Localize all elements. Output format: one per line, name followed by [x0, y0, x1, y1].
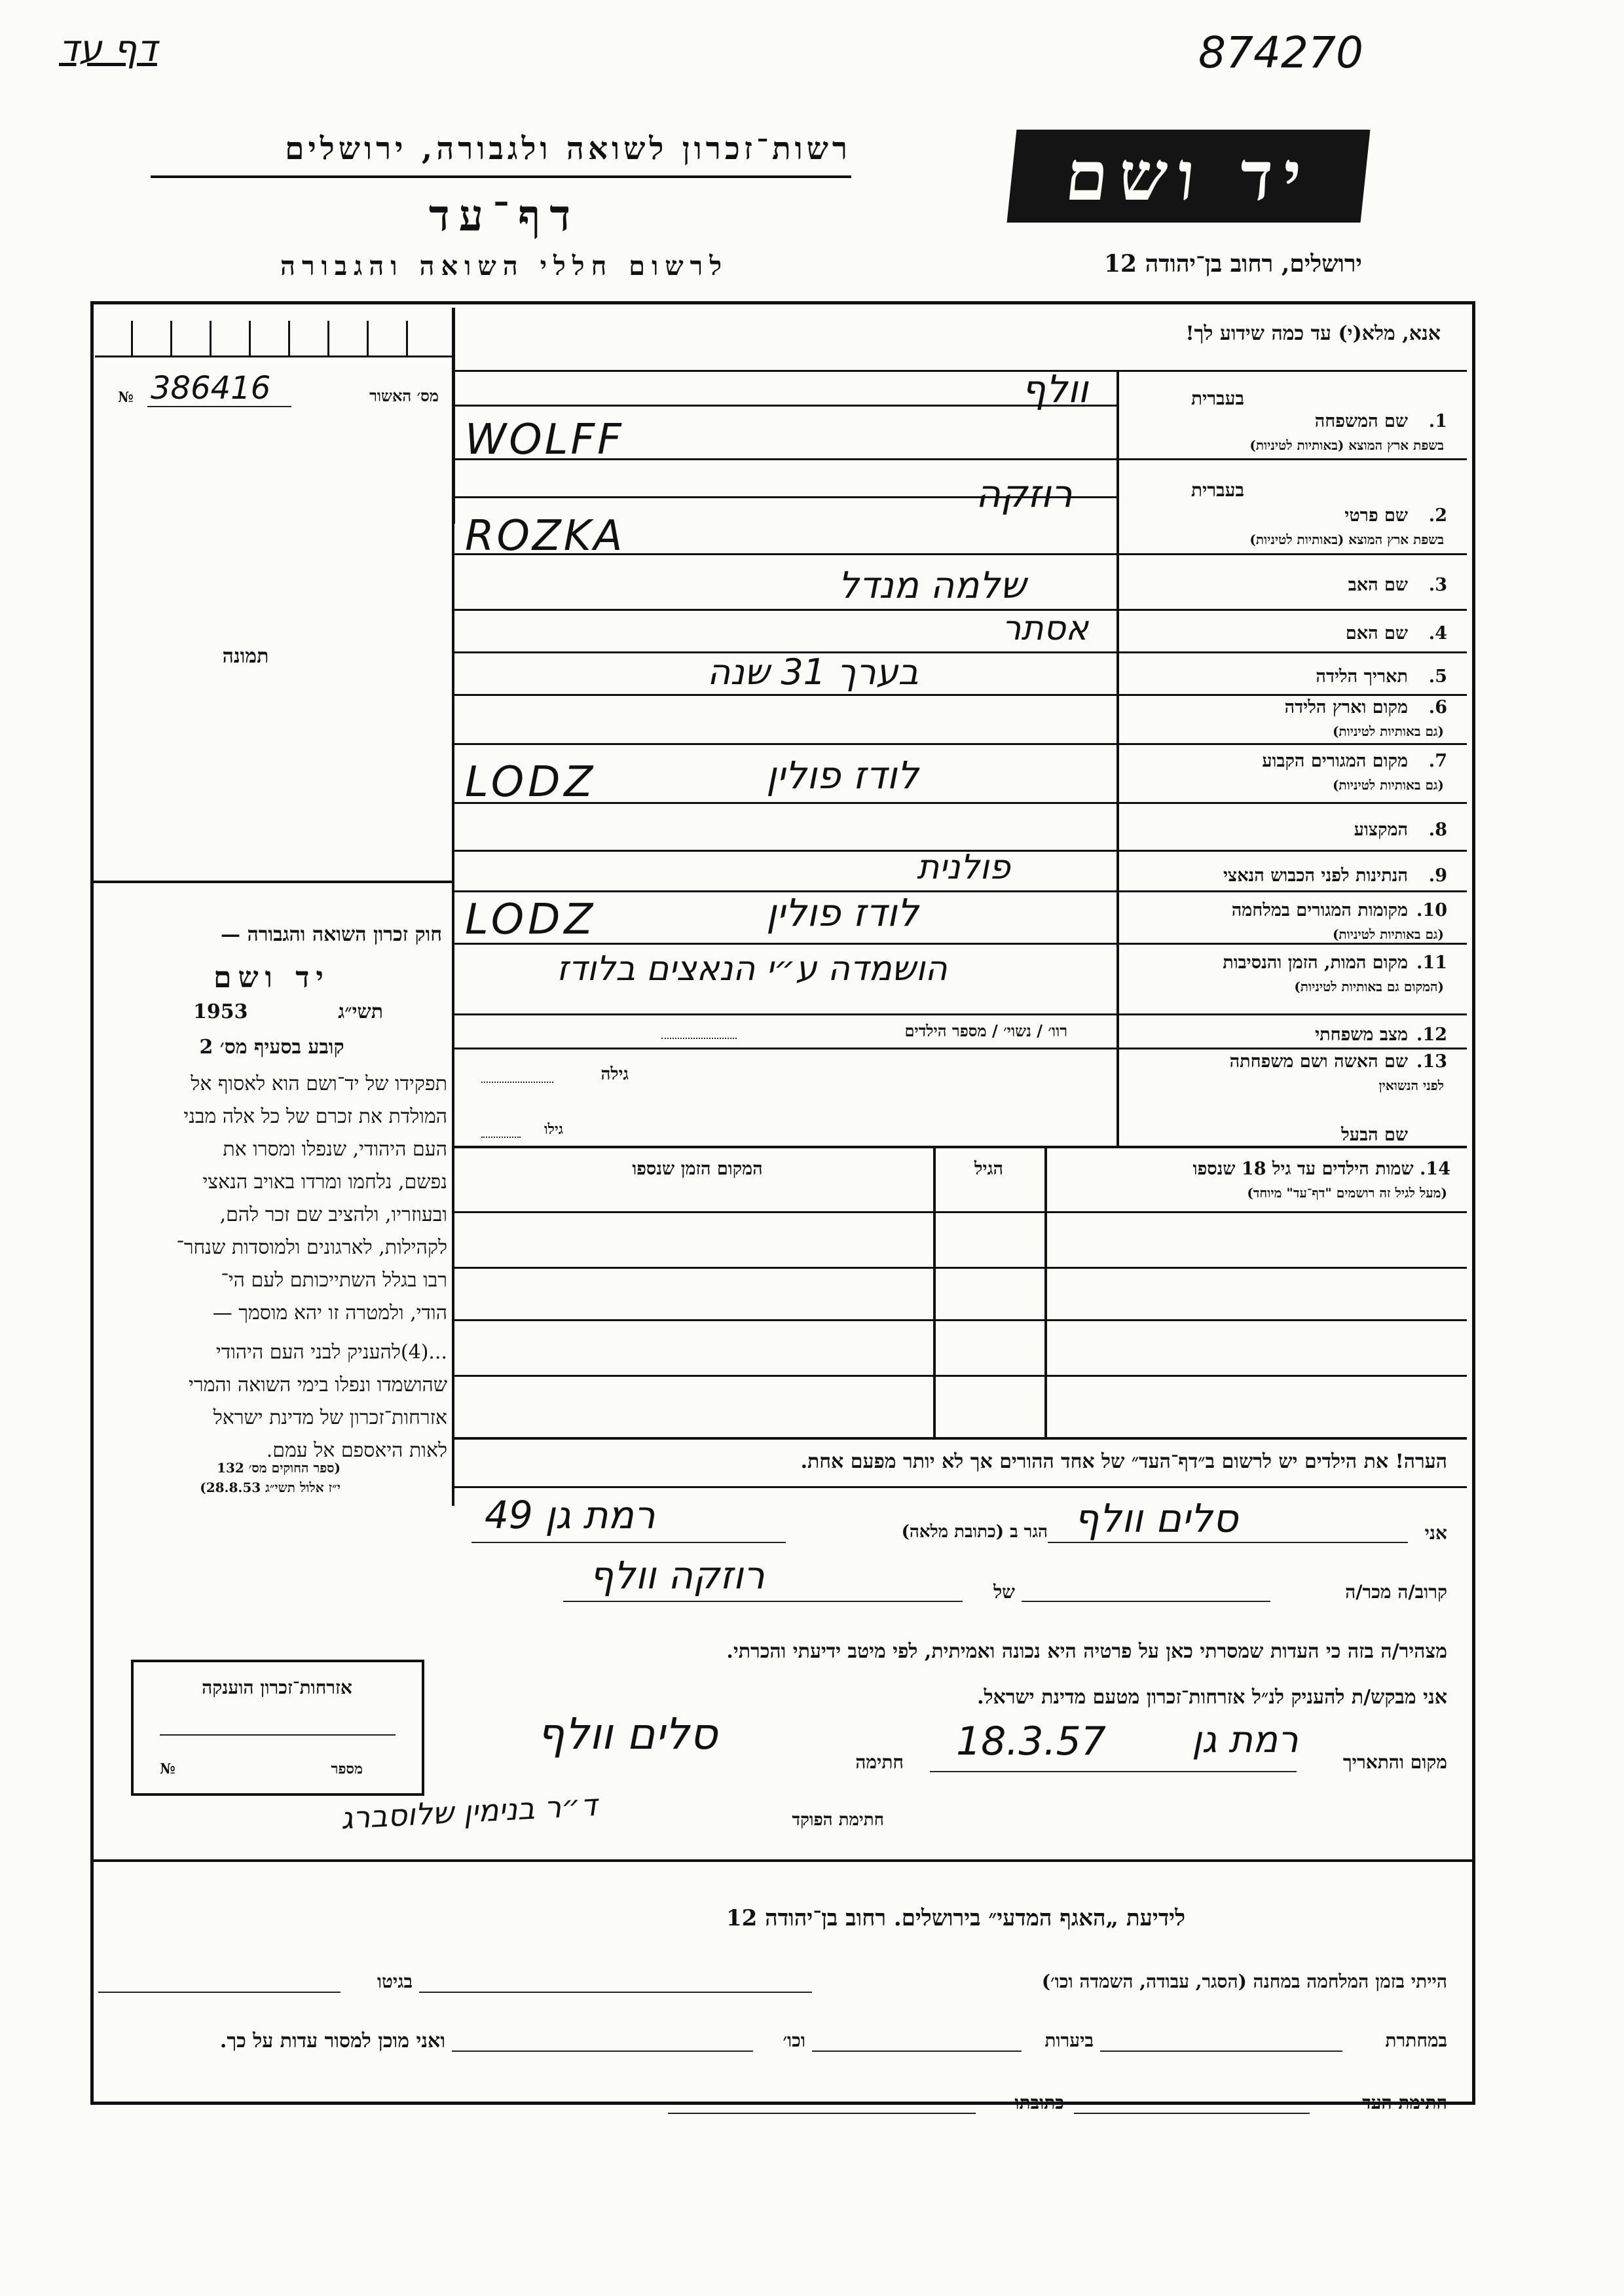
field-9-number: 9. — [1428, 866, 1447, 886]
law-name: יד ושם — [213, 961, 330, 994]
field-12-number: 12. — [1416, 1025, 1447, 1045]
declarant-name: סלים וולף — [1074, 1496, 1238, 1542]
declarant-address: רמת גן 49 — [485, 1493, 655, 1537]
field-8-label: המקצוע — [1354, 820, 1408, 840]
declaration-text: מצהיר/ה בזה כי העדות שמסרתי כאן על פרטיה היא נכונה ואמיתית, לפי מיטב ידיעתי והכרתי. — [726, 1640, 1447, 1663]
field-12-label: מצב משפחתי — [1315, 1025, 1408, 1045]
family-name-hebrew: וולף — [1022, 367, 1088, 411]
place-date-label: מקום והתאריך — [1342, 1751, 1447, 1773]
mother-name-value: אסתר — [1002, 609, 1089, 648]
field-7-note: (גם באותיות לטיניות) — [1332, 777, 1444, 793]
field-9-label: הנתינות לפני הכבוש הנאצי — [1223, 866, 1408, 886]
witness-address-label: כתובתו — [1014, 2092, 1064, 2113]
field-4-number: 4. — [1428, 623, 1447, 644]
document-subtitle: לרשום חללי השואה והגבורה — [280, 251, 729, 282]
law-line-5: ובעוזריו, ולהציב שם זכר להם, — [219, 1203, 447, 1226]
date-value: 18.3.57 — [956, 1719, 1107, 1764]
marital-options: רוו׳ / נשוי׳ / מספר הילדים — [904, 1021, 1067, 1040]
field-4-label: שם האם — [1345, 623, 1408, 644]
authority-name: רשות־זכרון לשואה ולגבורה, ירושלים — [285, 131, 851, 167]
law-footer-1: (ספר החוקים מס׳ 132 — [217, 1460, 341, 1476]
law-year: 1953 — [193, 1000, 248, 1023]
document-title: דף־עד — [428, 190, 580, 241]
law-clause: קובע בסעיף מס׳ 2 — [199, 1036, 344, 1059]
permanent-residence-latin: LODZ — [465, 758, 597, 807]
field-11-number: 11. — [1416, 953, 1447, 973]
law-line-2: המולדת את זכרם של כל אלה מבני — [183, 1105, 447, 1128]
field-6-note: (גם באותיות לטיניות) — [1332, 723, 1444, 739]
officer-signature: ד״ר בנימין שלוסברג — [339, 1787, 599, 1836]
father-name-value: שלמה מנדל — [838, 564, 1026, 607]
field-13-note: לפני הנשואין — [1378, 1078, 1444, 1093]
death-place-value: הושמדה ע״י הנאצים בלודז — [557, 949, 948, 989]
family-name-latin: WOLFF — [465, 416, 624, 464]
children-note: (מעל לגיל זה רושמים "דף־עד" מיוחד) — [1247, 1185, 1447, 1201]
field-2-label: שם פרטי — [1344, 505, 1408, 526]
officer-label: חתימת הפוקד — [792, 1810, 884, 1830]
citizenship-box-number-label: מספר — [331, 1760, 363, 1777]
field-7-number: 7. — [1428, 751, 1447, 771]
field-2-note: בשפת ארץ המוצא (באותיות לטיניות) — [1249, 532, 1444, 547]
law-line-11: אזרחות־זכרון של מדינת ישראל — [213, 1406, 447, 1429]
husband-label: שם הבעל — [1341, 1125, 1408, 1145]
document-number: 874270 — [1198, 27, 1363, 78]
field-1-label: שם המשפחה — [1314, 411, 1408, 431]
declarant-signature: סלים וולף — [537, 1709, 718, 1759]
law-line-6: לקהילות, לארגונים ולמוסדות שנחר־ — [176, 1236, 447, 1259]
law-line-10: שהושמדו ונפלו בימי השואה והמרי — [188, 1374, 447, 1396]
certificate-label: מס׳ האשור — [369, 386, 439, 405]
photo-label: תמונה — [222, 645, 269, 668]
field-2-number: 2. — [1428, 505, 1447, 526]
citizenship-box — [131, 1660, 424, 1796]
yad-vashem-logo — [1007, 130, 1371, 223]
citizenship-box-num-sign: № — [160, 1760, 175, 1777]
field-10-number: 10. — [1416, 900, 1447, 920]
field-1-number: 1. — [1428, 411, 1447, 431]
field-11-note: (המקום גם באותיות לטיניות) — [1294, 979, 1444, 994]
law-line-12: לאות היאספם אל עמם. — [266, 1439, 447, 1462]
ghetto-label: בגיטו — [377, 1971, 413, 1992]
header-address: ירושלים, רחוב בן־יהודה 12 — [1103, 250, 1362, 278]
citizenship-box-title: אזרחות־זכרון הוענקה — [202, 1677, 352, 1698]
etc-label: וכו׳ — [783, 2030, 805, 2051]
logo-text: יד ושם — [1061, 136, 1316, 216]
husband-age-label: גילו — [544, 1121, 563, 1138]
field-7-label: מקום המגורים הקבוע — [1262, 751, 1408, 771]
citizenship-request: אני מבקש/ת להעניק לנ״ל אזרחות־זכרון מטעם מדינת ישראל. — [977, 1686, 1447, 1709]
field-5-number: 5. — [1428, 666, 1447, 687]
field-1-lang: בעברית — [1190, 388, 1244, 409]
children-age-col: הגיל — [974, 1159, 1004, 1179]
field-13-number: 13. — [1416, 1051, 1447, 1072]
field-6-label: מקום וארץ הלידה — [1284, 697, 1408, 718]
field-2-lang: בעברית — [1190, 479, 1244, 501]
law-line-4: נפשם, נלחמו ומרדו באויב הנאצי — [202, 1171, 447, 1194]
permanent-residence-hebrew: לודז פולין — [766, 753, 919, 797]
field-13-label: שם האשה ושם משפחתה — [1229, 1051, 1408, 1072]
declarant-i: אני — [1424, 1522, 1447, 1544]
field-3-label: שם האב — [1348, 575, 1408, 595]
intro-text: אנא, מלא(י) עד כמה שידוע לך! — [1185, 322, 1441, 345]
field-10-label: מקומות המגורים במלחמה — [1231, 900, 1408, 920]
law-footer-2: י״ז אלול תשי״ג 28.8.53) — [200, 1480, 341, 1495]
certificate-number: 386416 — [151, 370, 271, 407]
nationality-value: פולנית — [917, 848, 1010, 887]
law-line-7: רבו בגלל השתייכותם לעם הי־ — [221, 1269, 447, 1292]
field-10-note: (גם באותיות לטיניות) — [1332, 926, 1444, 942]
wartime-residence-latin: LODZ — [465, 896, 597, 944]
given-name-latin: ROZKA — [465, 512, 625, 560]
signature-label: חתימה — [855, 1751, 904, 1773]
field-8-number: 8. — [1428, 820, 1447, 840]
law-line-8: הודי, ולמטרה זו יהא מוסמך — — [212, 1302, 447, 1324]
relative-name: רוזקה וולף — [589, 1553, 765, 1597]
certificate-num-sign: № — [118, 389, 134, 406]
corner-note-left: דף עד — [59, 27, 157, 70]
spouse-age-label: גילה — [600, 1065, 629, 1084]
wartime-residence-hebrew: לודז פולין — [766, 890, 919, 935]
place-value: רמת גן — [1192, 1719, 1299, 1761]
field-3-number: 3. — [1428, 575, 1447, 595]
law-line-9: ...(4)להעניק לבני העם היהודי — [215, 1341, 447, 1364]
of-label: של — [993, 1581, 1015, 1603]
witness-signature-label: חתימת העד — [1362, 2092, 1447, 2113]
law-heading: חוק זכרון השואה והגבורה — — [221, 923, 442, 946]
underground-label: במחתרת — [1385, 2030, 1447, 2051]
children-place-col: המקום הזמן שנספו — [632, 1159, 763, 1179]
forests-label: ביערות — [1044, 2030, 1094, 2051]
field-6-number: 6. — [1428, 697, 1447, 718]
law-line-1: תפקידו של יד־ושם הוא לאסוף אל — [191, 1072, 447, 1095]
law-box — [95, 884, 454, 1506]
birth-date-value: בערך 31 שנה — [707, 651, 919, 693]
scientific-dept-title: לידיעת „האגף המדעי״ בירושלים. רחוב בן־יהודה 12 — [726, 1905, 1185, 1931]
field-5-label: תאריך הלידה — [1316, 666, 1408, 687]
field-11-label: מקום המות, הזמן והנסיבות — [1223, 953, 1408, 973]
children-note-warning: הערה! את הילדים יש לרשום ב״דף־העד״ של אחד ההורים אך לא יותר מפעם אחת. — [800, 1450, 1447, 1473]
field-1-note: בשפת ארץ המוצא (באותיות לטיניות) — [1249, 437, 1444, 453]
relative-label: קרוב/ה מכר/ה — [1345, 1581, 1447, 1603]
given-name-hebrew: רוזקה — [976, 471, 1073, 516]
declarant-resides-label: הגר ב (כתובת מלאה) — [901, 1522, 1048, 1542]
testimony-ready-label: ואני מוכן למסור עדות על כך. — [219, 2030, 445, 2052]
law-line-3: העם היהודי, שנפלו ומסרו את — [223, 1138, 447, 1161]
camp-line-label: הייתי בזמן המלחמה במחנה (הסגר, עבודה, השמדה וכו׳) — [1041, 1971, 1447, 1992]
children-label: 14. שמות הילדים עד גיל 18 שנספו — [1192, 1159, 1450, 1179]
law-year-he: תשי״ג — [338, 1000, 383, 1023]
